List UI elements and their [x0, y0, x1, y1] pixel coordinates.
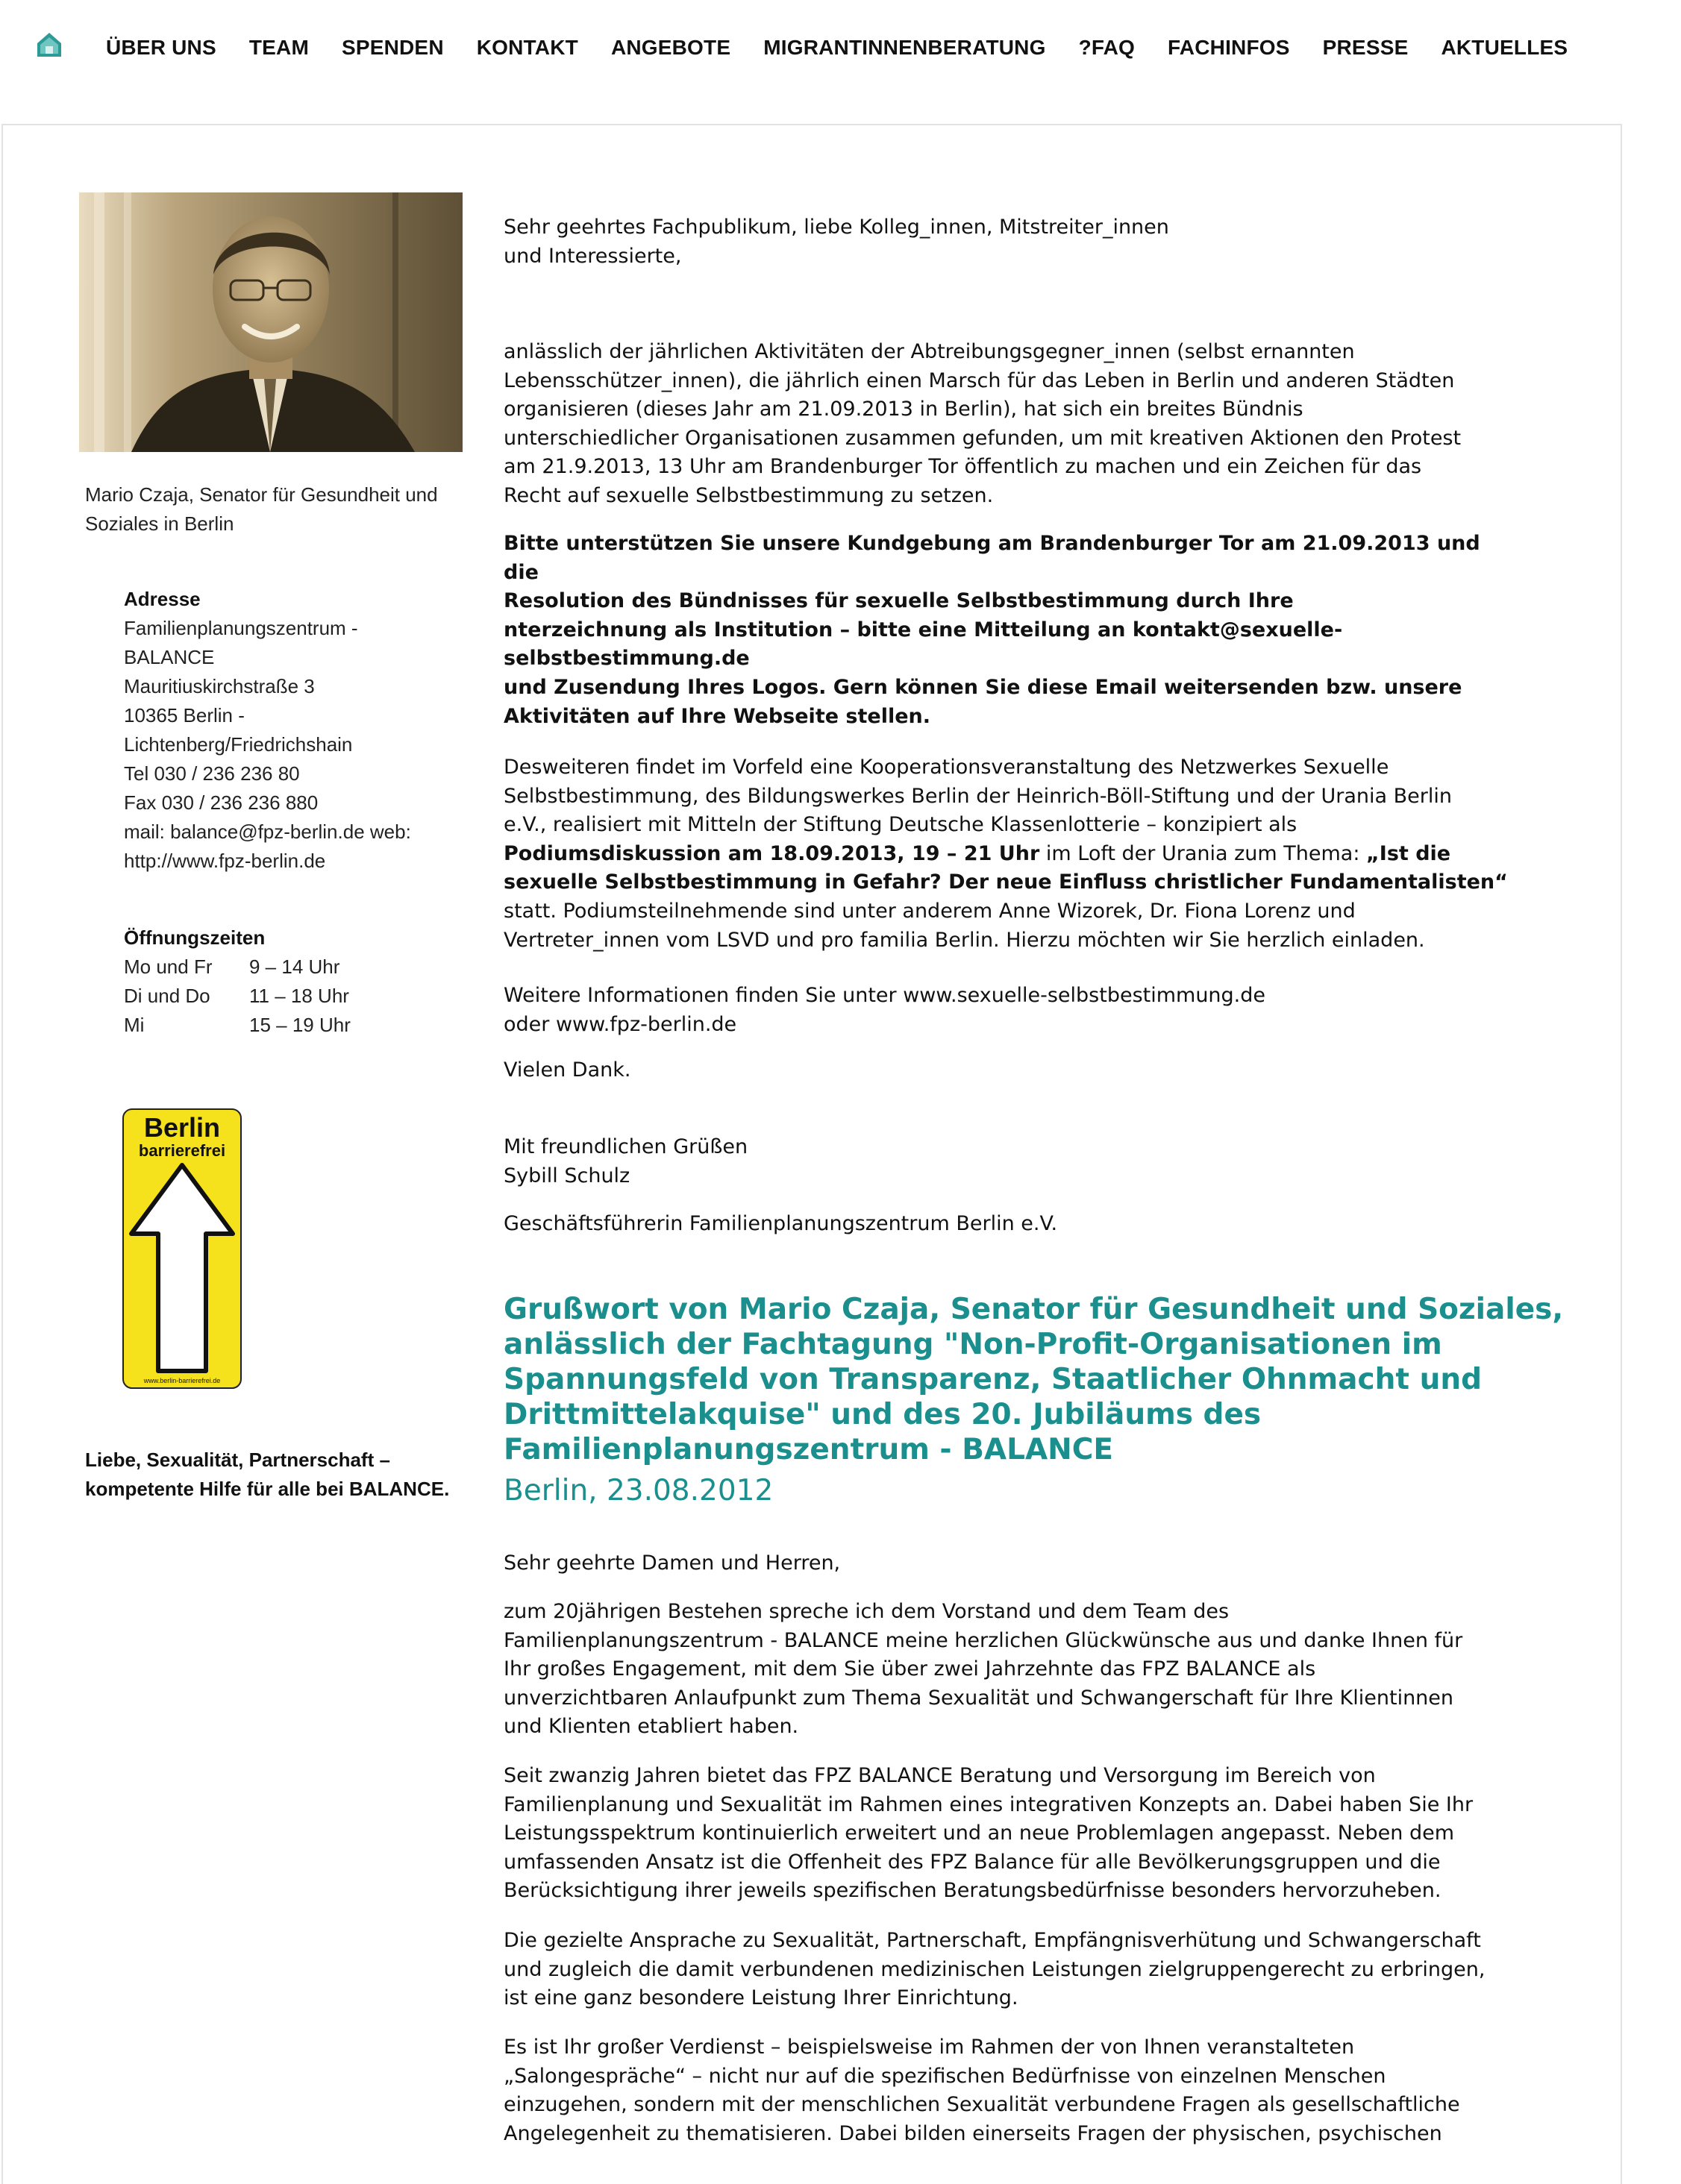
- nav-item-faq[interactable]: ?FAQ: [1078, 36, 1136, 59]
- letter-salutation: Sehr geehrtes Fachpublikum, liebe Kolleg_innen, Mitstreiter_innen und Interessierte,: [504, 216, 1169, 268]
- hours-time: 15 – 19 Uhr: [249, 1014, 351, 1036]
- email-line[interactable]: mail: balance@fpz-berlin.de web:: [124, 820, 411, 843]
- letter-appeal: Bitte unterstützen Sie unsere Kundgebung am Brandenburger Tor am 21.09.2013 und die Resolution des Bündnisses für sexuelle Selbstbestimmung durch Ihre nterzeichnung als Institution – bitte eine Mitteilung an kontakt@sexuelle- selbstbestimmung.de und Zusendung Ihres Logos. Gern können Sie diese Email weitersenden bzw. unsere Aktivitäten auf Ihre Webseite stellen.: [504, 532, 1480, 728]
- opening-hours-heading: Öffnungszeiten: [124, 926, 266, 949]
- home-icon[interactable]: [36, 31, 63, 58]
- letter-intro: anlässlich der jährlichen Aktivitäten der Abtreibungsgegner_innen (selbst ernannten Lebensschützer_innen), die jährlich einen Marsch für das Leben in Berlin und anderen Städten organisieren (dieses Jahr am 21.09.2013 in Berlin), hat sich ein breites Bündnis unterschiedlicher Organisationen zusammen gefunden, um mit kreativen Aktionen den Protest am 21.9.2013, 13 Uhr am Brandenburger Tor öffentlich zu machen und ein Zeichen für das Recht auf sexuelle Selbstbestimmung zu setzen.: [504, 340, 1462, 507]
- nav-item-angebote[interactable]: ANGEBOTE: [610, 36, 731, 59]
- hours-day: Mi: [124, 1014, 145, 1036]
- main-menu: [106, 36, 1600, 60]
- hours-row: [124, 953, 467, 982]
- nav-item-team[interactable]: TEAM: [248, 36, 309, 59]
- greeting-heading: Grußwort von Mario Czaja, Senator für Gesundheit und Soziales, anlässlich der Fachtagung "Non-Profit-Organisationen im Spannungsfeld von Transparenz, Staatlicher Ohnmacht und Drittmittelakquise" und des 20. Jubiläums des Familienplanungszentrum - BALANCE: [504, 1293, 1564, 1466]
- event-text: Desweiteren findet im Vorfeld eine Kooperationsveranstaltung des Netzwerkes Sexuelle Selbstbestimmung, des Bildungswerkes Berlin der Heinrich-Böll-Stiftung und der Urania Berlin e.V., realisiert mit Mitteln der Stiftung Deutsche Klassenlotterie – konzipiert als: [504, 756, 1452, 837]
- nav-item-presse[interactable]: PRESSE: [1322, 36, 1409, 59]
- event-text: im Loft der Urania zum Thema:: [1039, 841, 1367, 865]
- event-title: Podiumsdiskussion am 18.09.2013, 19 – 21 Uhr: [504, 841, 1040, 865]
- fax-line: Fax 030 / 236 236 880: [124, 791, 319, 814]
- dateline: Berlin, 23.08.2012: [504, 1474, 774, 1507]
- top-navigation: [0, 0, 1681, 104]
- address-line: BALANCE: [124, 646, 215, 668]
- nav-item-fachinfos[interactable]: FACHINFOS: [1168, 36, 1290, 59]
- website-link[interactable]: http://www.fpz-berlin.de: [124, 850, 326, 872]
- more-info: Weitere Informationen finden Sie unter www.sexuelle-selbstbestimmung.de oder www.fpz-berlin.de: [504, 984, 1266, 1036]
- nav-item-ueber-uns[interactable]: ÜBER UNS: [106, 36, 216, 59]
- sidebar-tagline: Liebe, Sexualität, Partnerschaft – kompetente Hilfe für alle bei BALANCE.: [85, 1449, 450, 1500]
- speech-paragraph: zum 20jährigen Bestehen spreche ich dem Vorstand und dem Team des Familienplanungszentrum - BALANCE meine herzlichen Glückwünsche aus und danke Ihnen für Ihr großes Engagement, mit dem Sie über zwei Jahrzehnte das FPZ BALANCE als unverzichtbaren Anlaufpunkt zum Thema Sexualität und Schwangerschaft für Ihre Klientinnen und Klienten etabliert haben.: [504, 1600, 1463, 1739]
- nav-item-kontakt[interactable]: KONTAKT: [476, 36, 578, 59]
- speech-salutation: Sehr geehrte Damen und Herren,: [504, 1551, 841, 1575]
- portrait-photo: [79, 192, 463, 452]
- phone-line: Tel 030 / 236 236 80: [124, 762, 300, 785]
- event-topic: sexuelle Selbstbestimmung in Gefahr? Der neue Einfluss christlicher Fundamentalisten“: [504, 870, 1508, 894]
- nav-item-aktuelles[interactable]: AKTUELLES: [1441, 36, 1568, 59]
- event-paragraph: [504, 753, 1593, 955]
- opening-hours: [124, 923, 467, 1040]
- sign-subtitle: barrierefrei: [138, 1141, 226, 1160]
- hours-row: [124, 982, 467, 1011]
- sign-url: www.berlin-barrierefrei.de: [143, 1377, 221, 1384]
- address-heading: Adresse: [124, 588, 201, 610]
- address-block: [124, 585, 467, 876]
- address-line: Lichtenberg/Friedrichshain: [124, 733, 353, 756]
- event-text: statt. Podiumsteilnehmende sind unter anderem Anne Wizorek, Dr. Fiona Lorenz und Vertreter_innen vom LSVD und pro familia Berlin. Hierzu möchten wir Sie herzlich einladen.: [504, 899, 1425, 952]
- address-line: Mauritiuskirchstraße 3: [124, 675, 315, 697]
- portrait-caption: Mario Czaja, Senator für Gesundheit und Soziales in Berlin: [85, 483, 438, 535]
- address-line: Familienplanungszentrum -: [124, 617, 358, 639]
- hours-row: [124, 1011, 467, 1040]
- hours-day: Mo und Fr: [124, 956, 213, 978]
- thanks: Vielen Dank.: [504, 1058, 631, 1082]
- signature-role: Geschäftsführerin Familienplanungszentrum Berlin e.V.: [504, 1212, 1058, 1235]
- speech-paragraph: Es ist Ihr großer Verdienst – beispielsweise im Rahmen der von Ihnen veranstalteten „Salongespräche“ – nicht nur auf die spezifischen Bedürfnisse von einzelnen Menschen einzugehen, sondern mit der menschlichen Sexualität verbundene Fragen als gesellschaftliche Angelegenheit zu thematisieren. Dabei bilden einerseits Fragen der physischen, psychischen: [504, 2036, 1460, 2145]
- hours-time: 9 – 14 Uhr: [249, 956, 340, 978]
- address-line: 10365 Berlin -: [124, 704, 245, 727]
- speech-paragraph: Seit zwanzig Jahren bietet das FPZ BALANCE Beratung und Versorgung im Bereich von Familienplanung und Sexualität im Rahmen eines integrativen Konzepts an. Dabei haben Sie Ihr Leistungsspektrum kontinuierlich erweitert und an neue Problemlagen angepasst. Neben dem umfassenden Ansatz ist die Offenheit des FPZ Balance für alle Bevölkerungsgruppen und die Berücksichtigung ihrer jeweils spezifischen Beratungsbedürfnisse besonders hervorzuheben.: [504, 1764, 1474, 1903]
- event-topic: „Ist die: [1366, 841, 1451, 865]
- berlin-barrierefrei-logo[interactable]: [122, 1108, 242, 1389]
- speech-paragraph: Die gezielte Ansprache zu Sexualität, Partnerschaft, Empfängnisverhütung und Schwangerschaft und zugleich die damit verbundenen medizinischen Leistungen zielgruppengerecht zu erbringen, ist eine ganz besondere Leistung Ihrer Einrichtung.: [504, 1929, 1486, 2010]
- hours-day: Di und Do: [124, 985, 210, 1007]
- hours-time: 11 – 18 Uhr: [249, 985, 349, 1007]
- nav-item-migrantinnenberatung[interactable]: MIGRANTINNENBERATUNG: [763, 36, 1046, 59]
- sign-title: Berlin: [143, 1112, 221, 1143]
- closing: Mit freundlichen Grüßen Sybill Schulz: [504, 1135, 748, 1187]
- nav-item-spenden[interactable]: SPENDEN: [341, 36, 444, 59]
